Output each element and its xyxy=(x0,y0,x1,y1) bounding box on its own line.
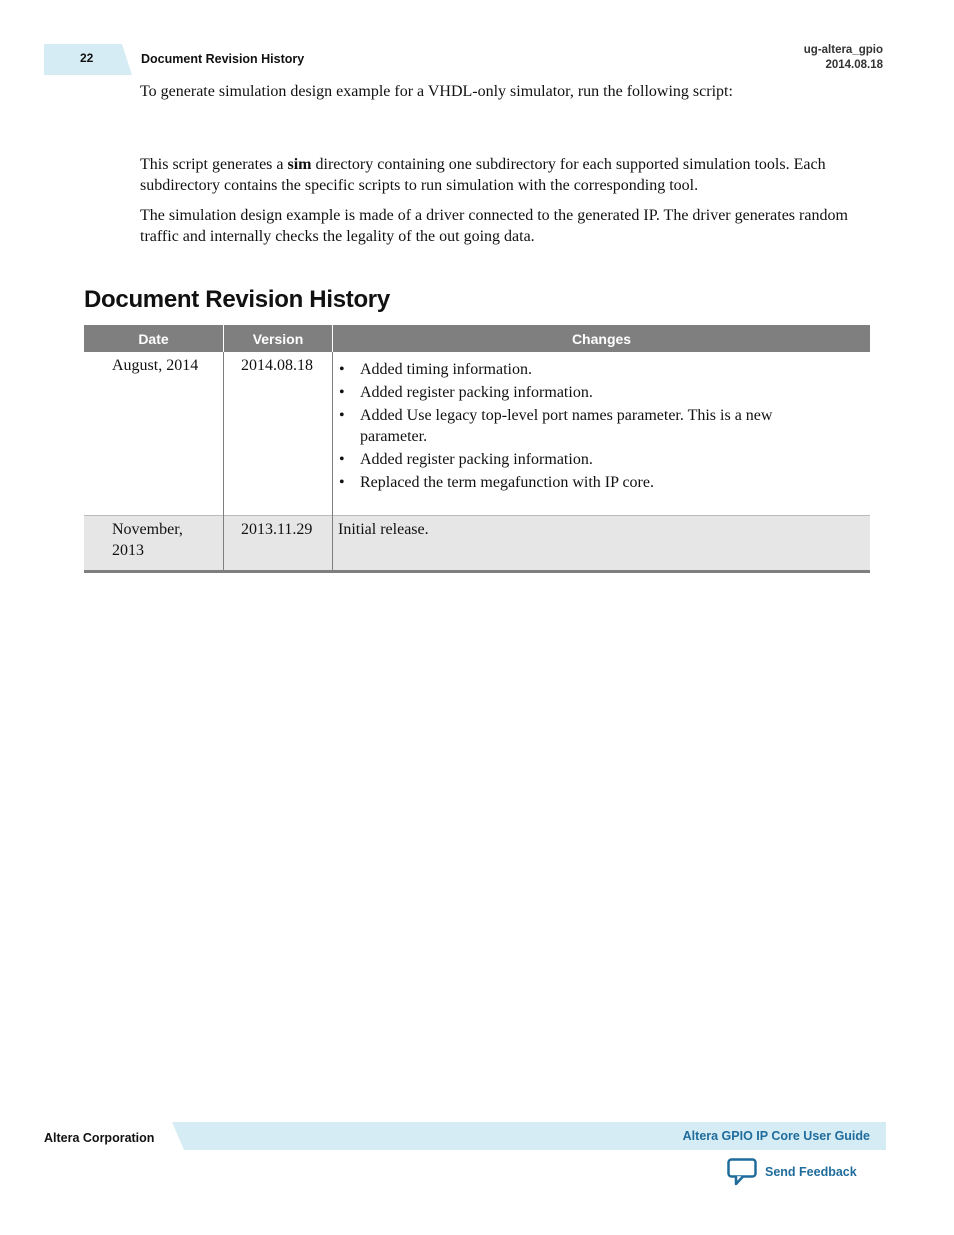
date-cell: August, 2014 xyxy=(112,357,199,374)
revision-history-table xyxy=(84,325,870,573)
doc-info xyxy=(804,43,883,73)
paragraph-script-intro: To generate simulation design example for a VHDL-only simulator, run the following script: xyxy=(140,83,733,100)
changes-cell xyxy=(333,352,871,516)
list-item: • Added register packing information. xyxy=(338,383,805,404)
list-item: • Added Use legacy top-level port names parameter. This is a new parameter. xyxy=(339,407,773,445)
send-feedback-link[interactable] xyxy=(727,1158,857,1186)
footer-guide-title[interactable]: Altera GPIO IP Core User Guide xyxy=(682,1129,870,1143)
bullet-icon: • xyxy=(339,407,345,424)
version-cell: 2013.11.29 xyxy=(224,516,333,572)
list-item: • Added timing information. xyxy=(338,360,805,381)
sim-keyword: sim xyxy=(287,156,312,173)
bullet-icon: • xyxy=(339,361,345,378)
column-header-changes: Changes xyxy=(333,325,871,352)
column-header-date: Date xyxy=(84,325,224,352)
paragraph-sim-directory: This script generates a sim directory containing one subdirectory for each supported simulation tools. Each subdirectory contains the specific scripts to run simulation with the corresponding tool. xyxy=(140,156,826,194)
bullet-icon: • xyxy=(339,384,345,401)
doc-date: 2014.08.18 xyxy=(825,59,883,71)
bullet-icon: • xyxy=(339,473,345,491)
section-title: Document Revision History xyxy=(84,286,390,313)
bullet-icon: • xyxy=(339,450,345,468)
page-number: 22 xyxy=(80,51,94,65)
changes-cell: Initial release. xyxy=(333,516,871,572)
changes-list xyxy=(338,360,870,493)
list-item: • Replaced the term megafunction with IP core. xyxy=(338,473,805,494)
version-cell: 2014.08.18 xyxy=(224,352,333,516)
send-feedback-label[interactable]: Send Feedback xyxy=(765,1165,857,1179)
table-row xyxy=(84,516,870,572)
date-cell: November, 2013 xyxy=(84,516,224,572)
speech-bubble-icon xyxy=(727,1158,757,1186)
table-row xyxy=(84,352,870,516)
footer-company: Altera Corporation xyxy=(44,1131,155,1145)
paragraph-design-example: The simulation design example is made of a driver connected to the generated IP. The driver generates random traffic and internally checks the legality of the out going data. xyxy=(140,207,848,245)
list-item: • Added register packing information. xyxy=(338,450,805,471)
column-header-version: Version xyxy=(224,325,333,352)
doc-id: ug-altera_gpio xyxy=(803,44,883,56)
running-header-title: Document Revision History xyxy=(141,52,305,66)
table-header-row xyxy=(84,325,870,352)
